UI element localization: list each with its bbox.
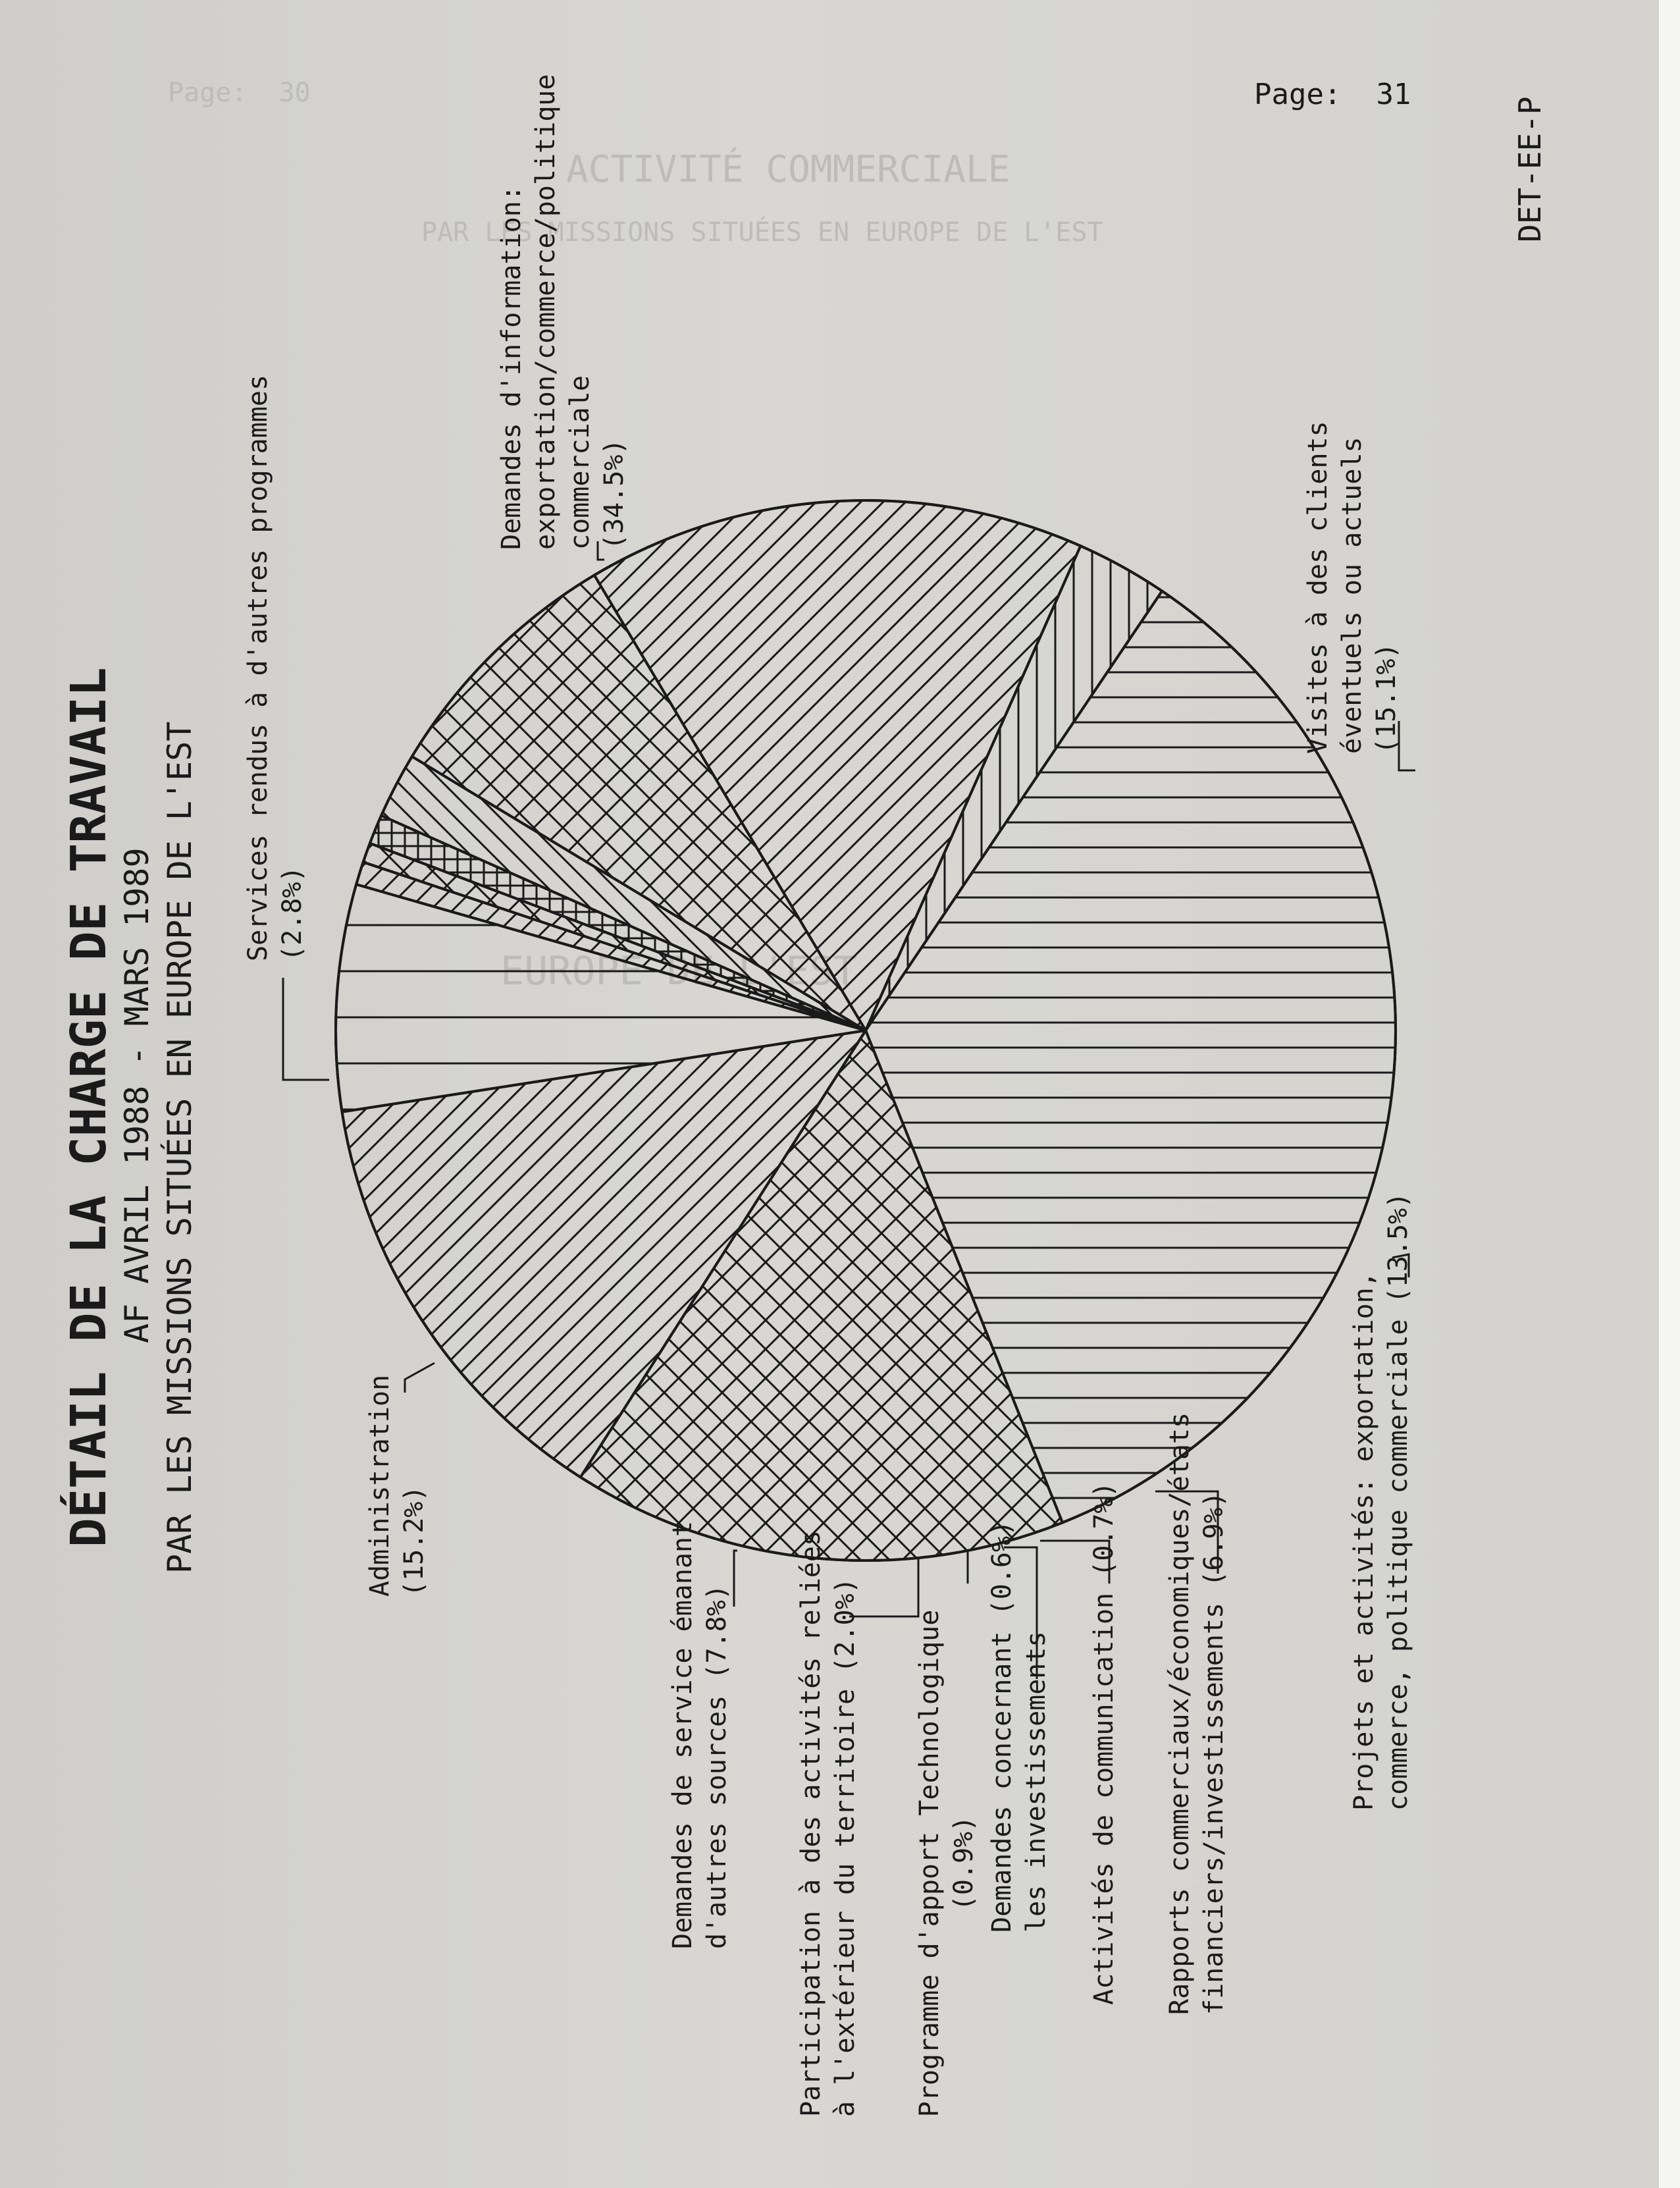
slice-label-line: Demandes concernant (0.6%) bbox=[987, 1520, 1017, 1933]
page-edge bbox=[1659, 0, 1680, 2188]
slice-label-line: (15.2%) bbox=[399, 1485, 429, 1597]
slice-label-8 bbox=[796, 1530, 860, 2117]
slice-label-7 bbox=[914, 1610, 979, 2118]
slice-label-3 bbox=[1349, 1192, 1413, 1811]
chart-title: DÉTAIL DE LA CHARGE DE TRAVAIL bbox=[61, 667, 117, 1547]
slice-label-6 bbox=[987, 1520, 1051, 1933]
bleed-through-text: PAR LES MISSIONS SITUÉES EN EUROPE DE L'EST bbox=[421, 217, 1103, 248]
slice-label-1 bbox=[496, 74, 629, 550]
slice-label-5 bbox=[1089, 1481, 1119, 2005]
leader-line-10 bbox=[405, 1363, 434, 1393]
slice-label-line: Visites à des clients bbox=[1303, 421, 1333, 754]
page-number-label: Page: bbox=[1254, 78, 1342, 111]
slice-label-line: (34.5%) bbox=[599, 439, 629, 550]
slice-label-2 bbox=[1303, 421, 1402, 754]
bleed-through-text: Page: 30 bbox=[168, 78, 311, 108]
slice-label-line: d'autres sources (7.8%) bbox=[702, 1584, 732, 1949]
slice-label-line: commerciale bbox=[565, 375, 595, 550]
leader-line-11 bbox=[283, 978, 329, 1080]
slice-label-line: Rapports commerciaux/économiques/états bbox=[1165, 1412, 1195, 2015]
bleed-through-text: EUROPE DE L'EST bbox=[500, 948, 857, 994]
slice-label-line: (0.9%) bbox=[949, 1815, 979, 1911]
chart-subtitle-2: PAR LES MISSIONS SITUÉES EN EUROPE DE L'EST bbox=[161, 721, 199, 1574]
slice-label-line: (15.1%) bbox=[1371, 643, 1402, 754]
slice-label-line: Projets et activités: exportation, bbox=[1349, 1271, 1379, 1811]
slice-label-line: commerce, politique commerciale (13.5%) bbox=[1383, 1192, 1413, 1811]
slice-label-line: exportation/commerce/politique bbox=[531, 74, 561, 550]
slice-label-line: Demandes d'information: bbox=[496, 185, 527, 550]
slice-label-9 bbox=[668, 1521, 732, 1949]
slice-label-line: Administration bbox=[365, 1374, 395, 1597]
slice-label-line: Participation à des activités reliées bbox=[796, 1530, 826, 2117]
slice-label-line: financiers/investissements (6.9%) bbox=[1199, 1491, 1229, 2015]
slice-label-line: Services rendus à d'autres programmes bbox=[243, 374, 273, 961]
bleed-through-text: ACTIVITÉ COMMERCIALE bbox=[566, 148, 1011, 191]
slice-label-line: (2.8%) bbox=[277, 866, 307, 961]
leader-line-9 bbox=[734, 1551, 737, 1607]
slice-label-4 bbox=[1165, 1412, 1229, 2015]
slice-label-10 bbox=[365, 1375, 429, 1597]
slice-label-line: éventuels ou actuels bbox=[1337, 437, 1367, 754]
slice-label-line: les investissements bbox=[1021, 1631, 1051, 1933]
slice-label-11 bbox=[243, 375, 307, 961]
slice-labels bbox=[243, 74, 1413, 2118]
page-number-value: 31 bbox=[1376, 78, 1411, 111]
chart-subtitle-1: AF AVRIL 1988 - MARS 1989 bbox=[118, 847, 156, 1343]
slice-label-line: Activités de communication (0.7%) bbox=[1089, 1481, 1119, 2005]
slice-label-line: Demandes de service émanant bbox=[668, 1520, 698, 1949]
doc-code: DET-EE-P bbox=[1512, 96, 1548, 242]
slice-label-line: Programme d'apport Technologique bbox=[914, 1609, 945, 2118]
slice-label-line: à l'extérieur du territoire (2.0%) bbox=[830, 1578, 860, 2117]
